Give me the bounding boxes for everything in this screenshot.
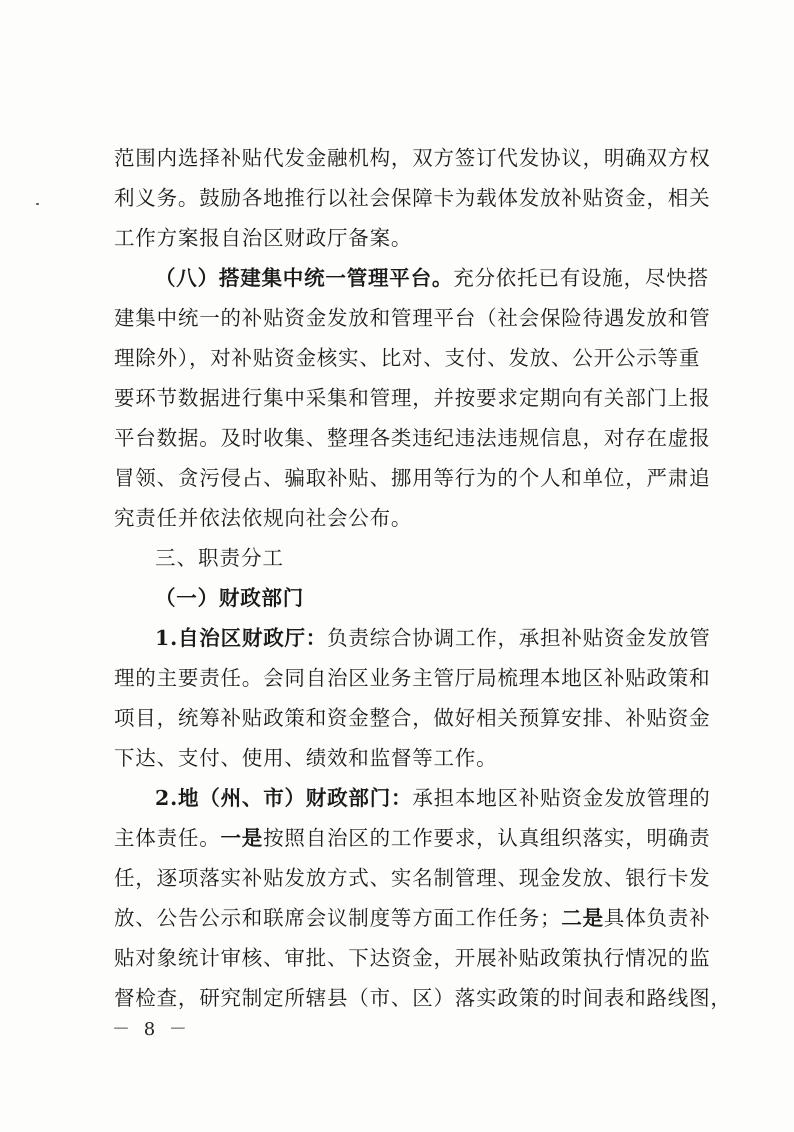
paragraph-line: 下达、支付、使用、绩效和监督等工作。 xyxy=(114,746,498,770)
page-number: － 8 － xyxy=(112,1019,191,1040)
paragraph-line: 1.自治区财政厅：负责综合协调工作，承担补贴资金发放管 xyxy=(155,626,711,650)
section-eight-title: （八）搭建集中统一管理平台。 xyxy=(155,266,454,290)
item-2-title: 2.地（州、市）财政部门： xyxy=(155,786,413,810)
paragraph-line: 主体责任。一是按照自治区的工作要求，认真组织落实，明确责 xyxy=(114,826,711,850)
first-point-marker: 一是 xyxy=(220,826,264,850)
paragraph-line: 利义务。鼓励各地推行以社会保障卡为载体发放补贴资金，相关 xyxy=(114,186,711,210)
paragraph-line: 范围内选择补贴代发金融机构，双方签订代发协议，明确双方权 xyxy=(114,146,711,170)
paragraph-line: 放、公告公示和联席会议制度等方面工作任务；二是具体负责补 xyxy=(114,906,711,930)
paragraph-line: 任，逐项落实补贴发放方式、实名制管理、现金发放、银行卡发 xyxy=(114,866,711,890)
paragraph-line: 冒领、贪污侵占、骗取补贴、挪用等行为的个人和单位，严肃追 xyxy=(114,466,711,490)
paragraph-line: 要环节数据进行集中采集和管理，并按要求定期向有关部门上报 xyxy=(114,386,711,410)
paragraph-line: （八）搭建集中统一管理平台。充分依托已有设施，尽快搭 xyxy=(155,266,709,290)
paragraph-line: 平台数据。及时收集、整理各类违纪违法违规信息，对存在虚报 xyxy=(114,426,711,450)
second-point-marker: 二是 xyxy=(561,906,604,930)
paragraph-line: 项目，统筹补贴政策和资金整合，做好相关预算安排、补贴资金 xyxy=(114,706,711,730)
paragraph-line: 贴对象统计审核、审批、下达资金，开展补贴政策执行情况的监 xyxy=(114,946,711,970)
item-1-title: 1.自治区财政厅： xyxy=(155,626,328,650)
scan-speck xyxy=(36,203,39,205)
paragraph-line: 2.地（州、市）财政部门：承担本地区补贴资金发放管理的 xyxy=(155,786,711,810)
paragraph-line: 工作方案报自治区财政厅备案。 xyxy=(114,226,413,250)
paragraph-line: 理除外），对补贴资金核实、比对、支付、发放、公开公示等重 xyxy=(114,346,701,370)
paragraph-line: 建集中统一的补贴资金发放和管理平台（社会保险待遇发放和管 xyxy=(114,306,711,330)
paragraph-line: 理的主要责任。会同自治区业务主管厅局梳理本地区补贴政策和 xyxy=(114,666,711,690)
paragraph-line: 究责任并依法依规向社会公布。 xyxy=(114,506,413,530)
subsection-heading: （一）财政部门 xyxy=(155,586,305,610)
paragraph-line: 督检查，研究制定所辖县（市、区）落实政策的时间表和路线图， xyxy=(114,986,732,1010)
section-heading: 三、职责分工 xyxy=(155,546,284,570)
